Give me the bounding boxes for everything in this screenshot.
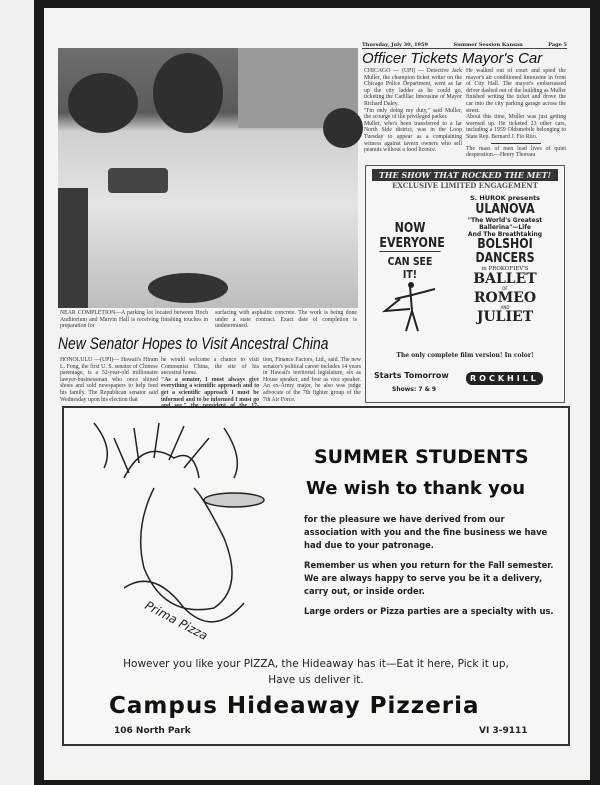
ad-paragraph-3: Large orders or Pizza parties are a specialty with us. [304,606,554,616]
ad-shows: Shows: 7 & 9 [392,386,437,393]
ad-and: And The Breathtaking [467,231,543,238]
senator-col3: tion, Finance Factors, Ltd., said. The new senator's political career includes 14 years in Hawaii's territorial legislature, six as House speaker, and four as vice speaker. An ex-Army major, he also was judge advocate of the 7th fighter group of the 7th Air Force. [263,357,361,403]
divider [491,143,541,144]
ad-title-and: AND [500,305,510,310]
pizzeria-name: Campus Hideaway Pizzeria [109,693,480,719]
ad-title-romeo: ROMEO [473,290,537,306]
ad-title-ballet: BALLET [473,271,537,287]
photo-caption-right: surfacing with asphaltic concrete. The work is being done under a state contract. Exact date of completion is undetermined. [215,310,357,330]
parking-lot-photo [58,48,358,308]
thoreau-quote: The mass of men lead lives of quiet desperation.—Henry Thoreau [466,145,566,159]
mayor-col2-p2: About this time, Muller was just getting warmed up. He ticketed 23 other cars, including a 1959 Oldsmobile belonging to State Rep. Bernard J. Fio Rito. [466,114,566,140]
senator-col2b: "As a senator, I must always give everything a scientific approach and to get a scientific approach I must be informed and to be informed I must go [161,376,259,403]
senator-col2a: he would welcome a chance to visit Communist China, the site of his ancestral home. [161,357,259,377]
adjacent-page-edge [0,0,34,785]
ad-title-summer-students: SUMMER STUDENTS [314,446,529,468]
header-page: Page 5 [548,42,567,48]
pizzeria-ad [62,406,570,746]
ad-company1: BOLSHOI [477,237,533,252]
ballet-movie-ad [365,165,565,403]
header-paper: Summer Session Kansan [453,42,523,48]
ad-can-see: CAN SEE IT! [387,255,433,281]
pizza-chef-illustration-icon [84,418,284,643]
header-date: Thursday, July 30, 1959 [362,42,428,48]
ad-presents: S. HUROK presents [469,194,541,202]
mayor-col2-p1: He walked out of court and spied the mayor's air conditioned limousine in front of City Hall. The mayor's embarrassed driver dashed out of the building as Muller finished writing the ticket and drove the car into the city parking garage across the street. [466,68,566,114]
ad-title-thank-you: We wish to thank you [306,478,526,499]
mayor-col1-p3: Muller, who's been transferred to a far North Side district, was in the Loop Tuesday to appear as a complaining witness against tavern owners who sell peanuts without a food licence. [364,120,462,154]
ad-only-version: The only complete film version! In color! [396,352,534,359]
senator-headline: New Senator Hopes to Visit Ancestral China [58,335,329,353]
ad-everyone: EVERYONE [379,236,445,251]
senator-col1: HONOLULU —(UPI)— Hawaii's Hiram L. Fong, the first U. S. senator of Chinese parentage, is a 52-year-old millionaire lawyer-businessman who once shined shoes and sold newspapers to help feed his family. The Republican senator said Wednesday upon his election that [60,357,158,403]
prima-pizza-logo: Prima Pizza [142,598,210,643]
ad-in: in PROKOFIEV'S [481,266,529,272]
mayor-headline: Officer Tickets Mayor's Car [362,50,543,67]
ad-starts: Starts Tomorrow [374,371,449,380]
ad-tagline: "The World's Greatest Ballerina"—Life [467,217,543,231]
ad-engagement: EXCLUSIVE LIMITED ENGAGEMENT [392,181,538,190]
theater-logo: ROCKHILL [466,372,543,385]
ad-star: ULANOVA [475,202,535,217]
mayor-col1-p1: CHICAGO — (UPI) — Detective Jack Muller, the champion ticket writer on the Chicago Police Department, went as far up the city ladder as he could go, ticketing the Cadillac limousine of Mayor Richard Daley. [364,68,462,107]
pizzeria-phone: VI 3-9111 [479,726,528,736]
ad-title-juliet: JULIET [476,309,534,325]
ad-paragraph-2: Remember us when you return for the Fall semester. We are always happy to serve you be it a delivery, carry out, or inside order. [304,560,554,596]
photo-caption-left: NEAR COMPLETION—A parking lot located between Hoch Auditorium and Marvin Hall is receiving finishing touches in preparation for [60,310,208,330]
ad-company2: DANCERS [475,251,535,266]
dancers-illustration-icon [380,281,440,336]
ad-now: NOW [394,221,426,236]
page-header [362,42,567,49]
ad-paragraph-1: for the pleasure we have derived from our association with you and the fine business we have had due to your patronage. [304,514,548,550]
ad-title-of: OF [502,286,508,291]
ad-slogan-line2: Have us deliver it. [268,674,364,686]
ad-slogan-line1: However you like your PIZZA, the Hideaway has it—Eat it here, Pick it up, [123,658,509,670]
pizzeria-address: 106 North Park [114,726,191,736]
ad-banner: THE SHOW THAT ROCKED THE MET! [372,169,558,181]
mayor-col1-p2: "I'm only doing my duty," said Muller, the scourge of the privileged parker. [364,107,462,121]
